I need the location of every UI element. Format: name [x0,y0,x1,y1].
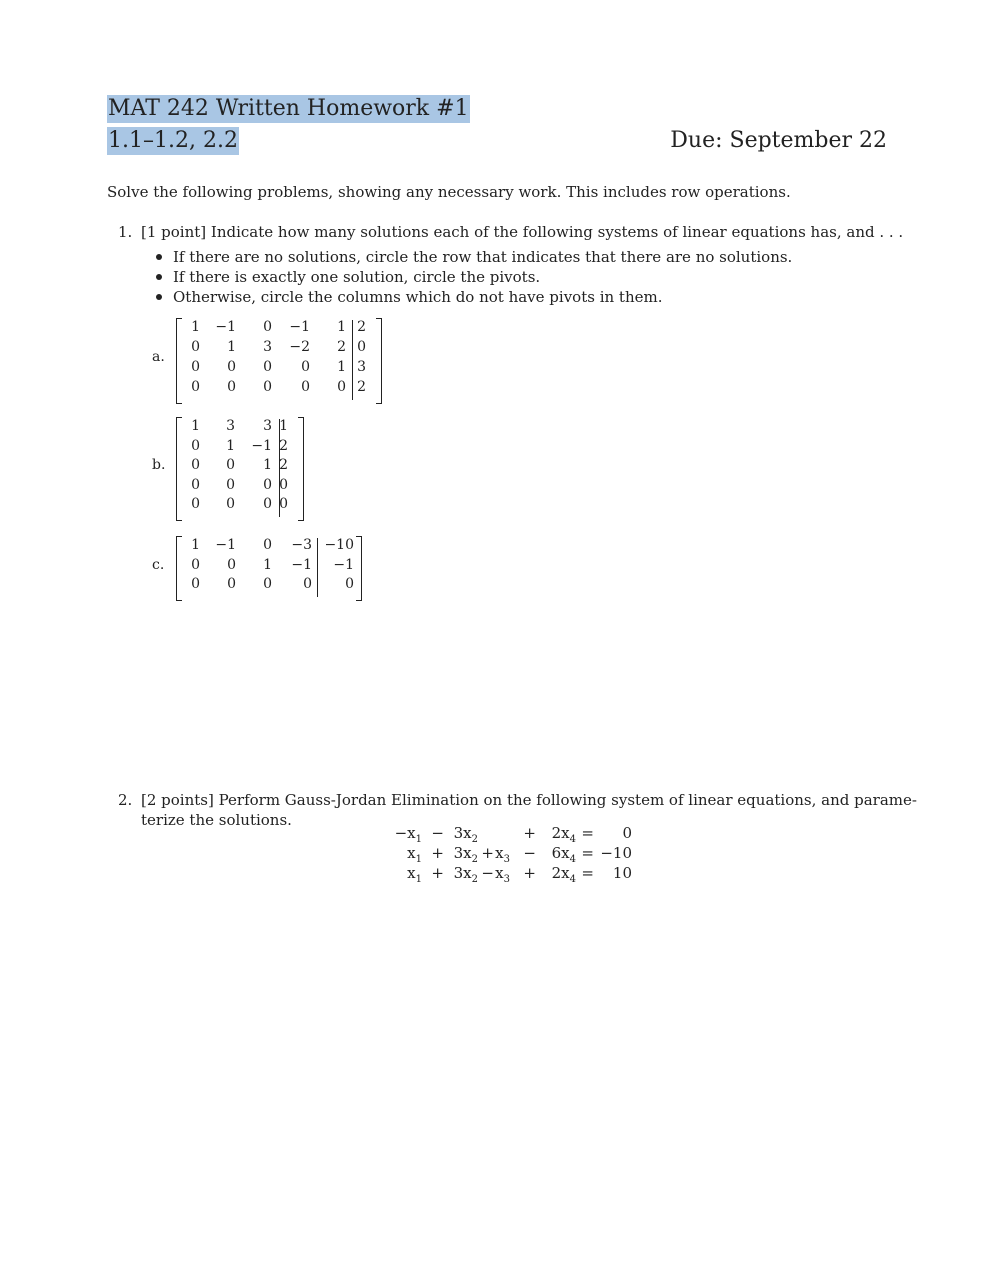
matrix-entry: 2 [337,339,346,355]
matrix-entry: 0 [191,556,200,573]
matrix-entry: 0 [227,576,236,592]
matrix-entry: 0 [263,476,272,493]
matrix-entry: 0 [357,339,366,355]
equation-term: 0 [622,824,632,842]
problem-1-number: 1. [118,223,133,241]
matrix-entry: 1 [263,457,272,473]
equation-term: $2x_4$ [551,864,576,885]
equation-term: = [581,844,594,862]
matrix-entry: 0 [301,359,310,375]
equation-term: $2x_4$ [551,824,576,845]
bullet-text: If there is exactly one solution, circle the pivots. [173,268,541,286]
matrix-entry: 0 [279,496,288,512]
equation-term: $3x_2$ [453,864,478,885]
matrix-entry: 1 [191,537,200,553]
matrix-entry: 0 [263,576,272,592]
bullet-icon [156,294,162,300]
matrix-entry: 1 [227,339,236,355]
matrix-entry: 1 [263,556,272,573]
equation-term: $6x_4$ [551,844,576,865]
matrix-entry: 0 [263,496,272,512]
equation-term: $x_3$ [495,864,510,885]
matrix-entry: 1 [226,437,235,454]
bullet-one-solution [173,267,540,287]
matrix-a-label: a. [152,349,165,365]
matrix-entry: −1 [291,556,312,573]
matrix-entry: 3 [263,418,272,434]
augment-divider [352,320,353,400]
equation-term: − [481,864,494,882]
matrix-entry: 0 [191,496,200,512]
intro-text: Solve the following problems, showing any necessary work. This includes row operations. [107,183,791,201]
matrix-entry: 1 [191,319,200,335]
matrix-entry: 0 [227,359,236,375]
equation-term: + [431,864,444,882]
matrix-entry: 3 [226,418,235,434]
matrix-entry: 0 [191,359,200,375]
right-bracket [356,536,362,601]
due-date: Due: September 22 [670,128,887,153]
matrix-entry: 0 [345,576,354,592]
matrix-entry: −2 [289,339,310,355]
right-bracket [376,318,382,404]
bullet-no-solutions [173,247,792,267]
matrix-entry: 3 [263,339,272,355]
equation-term: −10 [600,844,632,862]
matrix-entry: 0 [191,576,200,592]
matrix-entry: 1 [337,319,346,335]
equation-system [380,824,660,888]
equation-term: $x_1$ [407,864,422,885]
equation-term: $x_3$ [495,844,510,865]
matrix-entry: 0 [279,476,288,493]
equation-term: + [481,844,494,862]
matrix-b-label: b. [152,457,166,473]
matrix-entry: 0 [191,339,200,355]
matrix-entry: 0 [301,379,310,395]
bullet-icon [156,274,162,280]
section-range: 1.1–1.2, 2.2 [108,128,238,153]
equation-term: − [523,844,536,862]
matrix-entry: 0 [303,576,312,592]
matrix-a [176,318,382,396]
matrix-entry: 0 [227,379,236,395]
equation-term: + [523,864,536,882]
problem-1-text: [1 point] Indicate how many solutions each of the following systems of linear equations has, and . . . [141,223,904,241]
matrix-entry: 0 [263,359,272,375]
matrix-entry: 0 [226,457,235,473]
matrix-entry: 0 [337,379,346,395]
matrix-entry: 2 [357,379,366,395]
equation-term: = [581,824,594,842]
matrix-entry: 0 [227,556,236,573]
right-bracket [298,417,304,521]
matrix-entry: 0 [263,379,272,395]
problem-2-text-line1: [2 points] Perform Gauss-Jordan Elimination on the following system of linear equations, and parame- [141,791,917,809]
matrix-c-label: c. [152,557,165,573]
bullet-otherwise [173,287,663,307]
matrix-c [176,536,362,596]
matrix-entry: 2 [279,437,288,454]
document-title: MAT 242 Written Homework #1 [108,96,469,121]
matrix-entry: 0 [191,379,200,395]
matrix-entry: 1 [279,418,288,434]
matrix-entry: −1 [251,437,272,454]
matrix-entry: −10 [324,537,354,553]
matrix-entry: 0 [191,476,200,493]
matrix-entry: 2 [357,319,366,335]
matrix-entry: 0 [191,437,200,454]
equation-term: − [431,824,444,842]
matrix-entry: −1 [333,556,354,573]
matrix-entry: 2 [279,457,288,473]
equation-term: $x_1$ [407,844,422,865]
bullet-icon [156,254,162,260]
matrix-entry: 1 [191,418,200,434]
equation-term: $3x_2$ [453,824,478,845]
equation-term: 10 [612,864,632,882]
left-bracket [176,536,182,601]
matrix-entry: 3 [357,359,366,375]
matrix-entry: −1 [215,319,236,335]
problem-2-text-line2: terize the solutions. [141,811,292,829]
matrix-entry: 1 [337,359,346,375]
matrix-entry: 0 [226,496,235,512]
left-bracket [176,417,182,521]
problem-2-number: 2. [118,791,133,809]
bullet-text: Otherwise, circle the columns which do not have pivots in them. [173,288,663,306]
augment-divider [317,538,318,597]
matrix-entry: −1 [215,537,236,553]
matrix-entry: 0 [226,476,235,493]
matrix-entry: 0 [263,319,272,335]
matrix-entry: −1 [289,319,310,335]
bullet-text: If there are no solutions, circle the row that indicates that there are no solutions. [173,248,793,266]
matrix-b [176,417,304,515]
matrix-entry: −3 [291,537,312,553]
equation-term: + [431,844,444,862]
equation-term: + [523,824,536,842]
matrix-entry: 0 [191,457,200,473]
left-bracket [176,318,182,404]
equation-term: $3x_2$ [453,844,478,865]
equation-term: = [581,864,594,882]
matrix-entry: 0 [263,537,272,553]
equation-term: $-x_1$ [394,824,422,845]
